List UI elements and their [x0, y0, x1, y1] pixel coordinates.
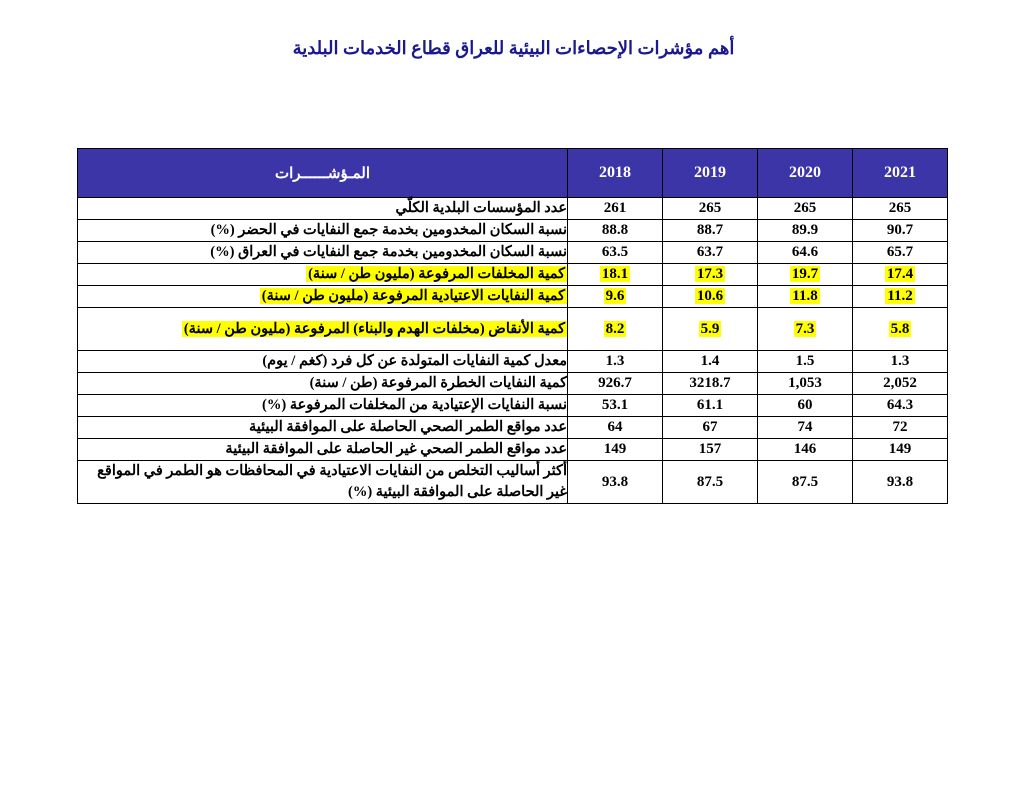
cell-value-2019: 265 — [663, 198, 758, 220]
column-header-2021: 2021 — [853, 149, 948, 198]
highlighted-value: 19.7 — [791, 266, 819, 283]
cell-indicator: معدل كمية النفايات المتولدة عن كل فرد (كغم / يوم) — [78, 351, 568, 373]
page-title: أهم مؤشرات الإحصاءات البيئية للعراق قطاع الخدمات البلدية — [292, 38, 735, 58]
cell-value-2019: 61.1 — [663, 395, 758, 417]
highlighted-indicator: كمية المخلفات المرفوعة (مليون طن / سنة) — [308, 266, 565, 283]
cell-value-2019: 88.7 — [663, 220, 758, 242]
cell-value-2018: 93.8 — [568, 461, 663, 504]
cell-value-2020: 146 — [758, 439, 853, 461]
cell-value-2020: 64.6 — [758, 242, 853, 264]
table-row-highlighted — [78, 286, 948, 308]
cell-value-2018 — [568, 308, 663, 351]
cell-indicator: أكثر أساليب التخلص من النفايات الاعتيادية في المحافظات هو الطمر في المواقع غير الحاصلة على الموافقة البيئية (%) — [78, 461, 568, 504]
cell-value-2018: 64 — [568, 417, 663, 439]
cell-indicator — [78, 264, 568, 286]
highlighted-value: 5.9 — [700, 320, 720, 337]
cell-value-2020 — [758, 308, 853, 351]
cell-value-2021 — [853, 264, 948, 286]
highlighted-value: 18.1 — [601, 266, 629, 283]
cell-value-2018: 53.1 — [568, 395, 663, 417]
table-row-highlighted — [78, 308, 948, 351]
statistics-table-container — [78, 148, 948, 504]
cell-value-2020: 60 — [758, 395, 853, 417]
cell-value-2019: 157 — [663, 439, 758, 461]
cell-indicator: نسبة السكان المخدومين بخدمة جمع النفايات في العراق (%) — [78, 242, 568, 264]
highlighted-value: 8.2 — [605, 320, 625, 337]
cell-value-2020 — [758, 264, 853, 286]
cell-indicator: نسبة النفايات الإعتيادية من المخلفات المرفوعة (%) — [78, 395, 568, 417]
cell-value-2018 — [568, 286, 663, 308]
highlighted-indicator: كمية الأنقاض (مخلفات الهدم والبناء) المرفوعة (مليون طن / سنة) — [183, 320, 565, 337]
cell-value-2020 — [758, 286, 853, 308]
table-row — [78, 395, 948, 417]
cell-value-2021: 72 — [853, 417, 948, 439]
cell-indicator: كمية النفايات الخطرة المرفوعة (طن / سنة) — [78, 373, 568, 395]
cell-value-2018: 926.7 — [568, 373, 663, 395]
cell-value-2020: 87.5 — [758, 461, 853, 504]
cell-value-2019: 3218.7 — [663, 373, 758, 395]
cell-value-2021: 2,052 — [853, 373, 948, 395]
cell-value-2020: 1.5 — [758, 351, 853, 373]
cell-value-2021: 65.7 — [853, 242, 948, 264]
table-row — [78, 373, 948, 395]
column-header-indicators: المـؤشــــــرات — [78, 149, 568, 198]
cell-value-2020: 1,053 — [758, 373, 853, 395]
cell-value-2021: 149 — [853, 439, 948, 461]
cell-value-2020: 89.9 — [758, 220, 853, 242]
table-row — [78, 439, 948, 461]
cell-value-2020: 265 — [758, 198, 853, 220]
cell-value-2021: 1.3 — [853, 351, 948, 373]
highlighted-value: 7.3 — [795, 320, 815, 337]
table-row — [78, 351, 948, 373]
table-row — [78, 198, 948, 220]
highlighted-value: 11.8 — [792, 288, 818, 305]
cell-indicator — [78, 286, 568, 308]
highlighted-value: 9.6 — [605, 288, 625, 305]
cell-indicator — [78, 308, 568, 351]
table-row — [78, 417, 948, 439]
cell-value-2021: 90.7 — [853, 220, 948, 242]
cell-value-2021 — [853, 308, 948, 351]
cell-value-2019: 63.7 — [663, 242, 758, 264]
table-row — [78, 242, 948, 264]
cell-value-2019: 1.4 — [663, 351, 758, 373]
table-row — [78, 220, 948, 242]
highlighted-value: 17.3 — [696, 266, 724, 283]
cell-value-2019 — [663, 308, 758, 351]
document-page — [0, 38, 1027, 788]
highlighted-indicator: كمية النفايات الاعتيادية المرفوعة (مليون طن / سنة) — [261, 288, 565, 305]
statistics-table — [77, 148, 948, 504]
cell-value-2021 — [853, 286, 948, 308]
cell-indicator: نسبة السكان المخدومين بخدمة جمع النفايات في الحضر (%) — [78, 220, 568, 242]
cell-indicator: عدد مواقع الطمر الصحي غير الحاصلة على الموافقة البيئية — [78, 439, 568, 461]
cell-value-2021: 93.8 — [853, 461, 948, 504]
cell-value-2018: 149 — [568, 439, 663, 461]
cell-value-2020: 74 — [758, 417, 853, 439]
table-row — [78, 461, 948, 504]
highlighted-value: 10.6 — [696, 288, 724, 305]
cell-indicator: عدد مواقع الطمر الصحي الحاصلة على الموافقة البيئية — [78, 417, 568, 439]
table-header — [78, 149, 948, 198]
table-body — [78, 198, 948, 504]
cell-value-2018: 88.8 — [568, 220, 663, 242]
highlighted-value: 5.8 — [890, 320, 910, 337]
cell-value-2018: 1.3 — [568, 351, 663, 373]
table-row-highlighted — [78, 264, 948, 286]
cell-value-2021: 64.3 — [853, 395, 948, 417]
column-header-2019: 2019 — [663, 149, 758, 198]
cell-value-2018: 63.5 — [568, 242, 663, 264]
table-header-row — [78, 149, 948, 198]
highlighted-value: 11.2 — [887, 288, 913, 305]
column-header-2020: 2020 — [758, 149, 853, 198]
cell-value-2019: 67 — [663, 417, 758, 439]
cell-value-2021: 265 — [853, 198, 948, 220]
cell-indicator: عدد المؤسسات البلدية الكلّي — [78, 198, 568, 220]
cell-value-2019: 87.5 — [663, 461, 758, 504]
cell-value-2018: 261 — [568, 198, 663, 220]
cell-value-2019 — [663, 286, 758, 308]
column-header-2018: 2018 — [568, 149, 663, 198]
highlighted-value: 17.4 — [886, 266, 914, 283]
cell-value-2019 — [663, 264, 758, 286]
cell-value-2018 — [568, 264, 663, 286]
